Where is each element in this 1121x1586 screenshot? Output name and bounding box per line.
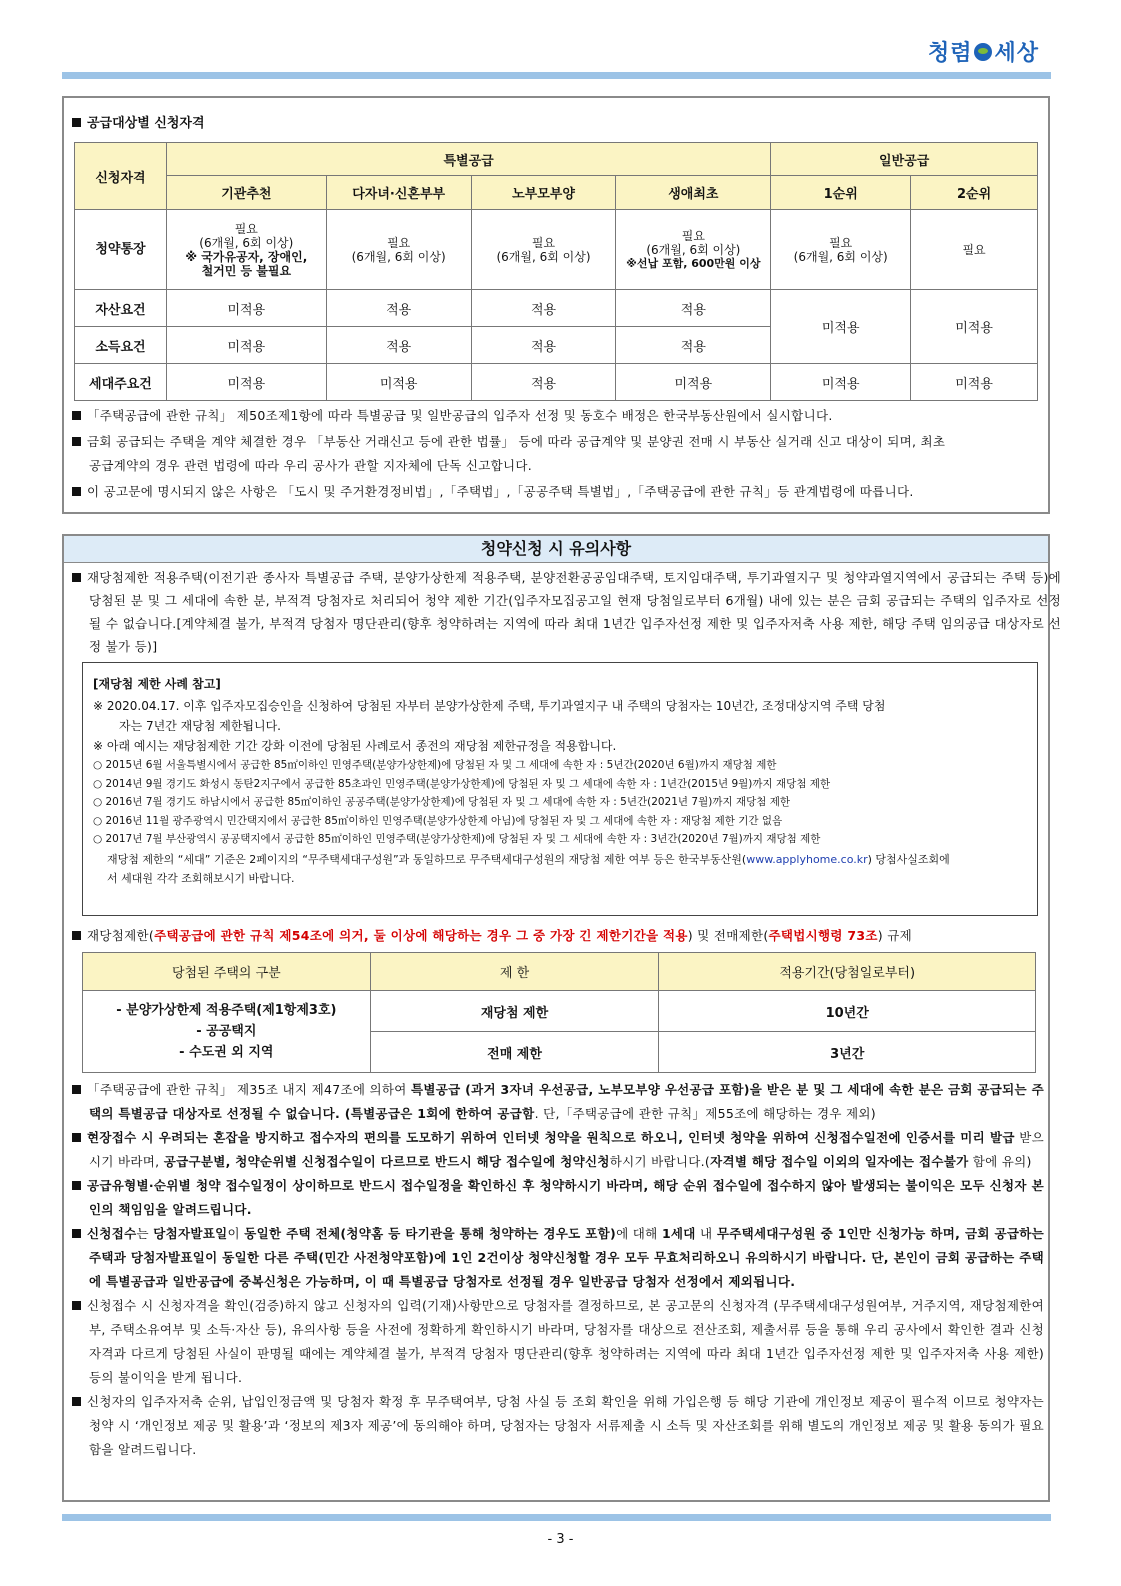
table-cell: 전매 제한 (370, 1032, 659, 1073)
note-item: 금회 공급되는 주택을 계약 체결한 경우 「부동산 거래신고 등에 관한 법률」 등에 따라 공급계약 및 분양권 전매 시 부동산 실거래 신고 대상이 되며, 최초 (72, 430, 1042, 454)
table-cell: 적용 (471, 327, 616, 364)
square-bullet-icon (72, 487, 81, 496)
table-cell: 적용 (471, 364, 616, 401)
example-case: ○ 2016년 11월 광주광역시 민간택지에서 공급한 85㎡이하인 민영주택(분양가상한제 아님)에 당첨된 자 및 그 세대에 속한 자 : 재당첨 제한 기간 없음 (93, 814, 783, 827)
header-special-supply: 특별공급 (166, 143, 770, 176)
housing-type-cell: - 분양가상한제 적용주택(제1항제3호) - 공공택지 - 수도권 외 지역 (83, 991, 371, 1073)
example-case: ○ 2016년 7월 경기도 하남시에서 공급한 85㎡이하인 공공주택(분양가상한제)에 당첨된 자 및 그 세대에 속한 자 : 5년간(2021년 7월)까지 재당첨 제한 (93, 796, 790, 808)
bottom-rule (62, 1514, 1051, 1521)
example-footnote: 재당첨 제한의 “세대” 기준은 2페이지의 “무주택세대구성원”과 동일하므로 무주택세대구성원의 재당첨 제한 여부 등은 한국부동산원(www.applyhome.co.kr) 당첨사실조회에 (107, 852, 950, 866)
example-line: ※ 아래 예시는 재당첨제한 기간 강화 이전에 당첨된 사례로서 종전의 재당첨 제한규정을 적용합니다. (93, 739, 617, 753)
applyhome-link[interactable]: www.applyhome.co.kr (746, 852, 868, 866)
example-case: ○ 2017년 7월 부산광역시 공공택지에서 공급한 85㎡이하인 민영주택(분양가상한제)에 당첨된 자 및 그 세대에 속한 자 : 3년간(2020년 7월)까지 재당첨 제한 (93, 833, 821, 845)
col-header: 제 한 (370, 953, 659, 991)
table-cell: 미적용 (911, 364, 1038, 401)
note-item: 공급유형별·순위별 청약 접수일정이 상이하므로 반드시 접수일정을 확인하신 후 청약하시기 바라며, 해당 순위 접수일에 접수하지 않아 발생되는 불이익은 모두 신청자 본인의 책임임을 알려드립니다. (72, 1174, 1044, 1222)
header-qualification: 신청자격 (75, 143, 167, 210)
eligibility-table (74, 142, 1038, 401)
table-cell: 적용 (326, 290, 471, 327)
note-item: 신청자의 입주자저축 순위, 납입인정금액 및 당첨자 확정 후 무주택여부, 당첨 사실 등 조회 확인을 위해 가입은행 등 해당 기관에 개인정보 제공이 필수적 이므로 청약자는 청약 시 ‘개인정보 제공 및 활용’과 ‘정보의 제3자 제공’에 동의해야 하며, 당첨자는 당첨자 서류제출 시 소득 및 자산조회를 위해 별도의 개인정보 제공 및 활용 동의가 필요함을 알려드립니다. (72, 1390, 1044, 1462)
square-bullet-icon (72, 1229, 81, 1238)
col-header: 1순위 (771, 176, 911, 210)
table-cell: 적용 (616, 290, 771, 327)
header-general-supply: 일반공급 (771, 143, 1038, 176)
square-bullet-icon (72, 931, 81, 940)
col-header: 생애최초 (616, 176, 771, 210)
table-cell: 3년간 (659, 1032, 1036, 1073)
section-title: 공급대상별 신청자격 (72, 112, 1048, 131)
note-item: 「주택공급에 관한 규칙」 제35조 내지 제47조에 의하여 특별공급 (과거 3자녀 우선공급, 노부모부양 우선공급 포함)을 받은 분 및 그 세대에 속한 분은 금회 공급되는 주택의 특별공급 대상자로 선정될 수 없습니다. (특별공급은 1회에 한하여 공급함. 단,「주택공급에 관한 규칙」제55조에 해당하는 경우 제외) (72, 1078, 1044, 1126)
example-case: ○ 2014년 9월 경기도 화성시 동탄2지구에서 공급한 85초과인 민영주택(분양가상한제)에 당첨된 자 및 그 세대에 속한 자 : 1년간(2015년 9월)까지 재당첨 제한 (93, 777, 831, 790)
row-label: 세대주요건 (75, 364, 167, 401)
col-header: 기관추천 (166, 176, 326, 210)
col-header: 다자녀·신혼부부 (326, 176, 471, 210)
col-header: 적용기간(당첨일로부터) (659, 953, 1036, 991)
section-heading: 청약신청 시 유의사항 (64, 536, 1048, 563)
section-cautions (62, 534, 1061, 1502)
table-cell: 미적용 (771, 290, 911, 364)
col-header: 노부모부양 (471, 176, 616, 210)
restriction-table (82, 952, 1036, 1073)
example-line: 자는 7년간 재당첨 제한됩니다. (119, 719, 281, 733)
notes-list (72, 1078, 1044, 1462)
example-box (82, 662, 1038, 916)
table-cell: 미적용 (166, 327, 326, 364)
square-bullet-icon (72, 1133, 81, 1142)
table-cell: 적용 (471, 290, 616, 327)
section-eligibility (62, 96, 1050, 514)
table-cell: 재당첨 제한 (370, 991, 659, 1032)
square-bullet-icon (72, 1301, 81, 1310)
table-cell: 미적용 (616, 364, 771, 401)
note-item-continued: 공급계약의 경우 관련 법령에 따라 우리 공사가 관할 지자체에 단독 신고합니다. (89, 458, 533, 473)
top-rule (62, 72, 1051, 79)
table-cell: 미적용 (326, 364, 471, 401)
square-bullet-icon (72, 118, 81, 127)
table-cell: 필요 (6개월, 6회 이상) (326, 210, 471, 290)
row-label: 청약통장 (75, 210, 167, 290)
table-cell: 필요 (911, 210, 1038, 290)
note-item: 신청접수는 당첨자발표일이 동일한 주택 전체(청약홈 등 타기관을 통해 청약하는 경우도 포함)에 대해 1세대 내 무주택세대구성원 중 1인만 신청가능 하며, 금회 공급하는 주택과 당첨자발표일이 동일한 다른 주택(민간 사전청약포함)에 1인 2건이상 청약신청할 경우 모두 무효처리하오니 유의하시기 바랍니다. 단, 본인이 금회 공급하는 주택에 특별공급과 일반공급에 중복신청은 가능하며, 이 때 특별공급 당첨자로 선정될 경우 일반공급 당첨자 선정에서 제외됩니다. (72, 1222, 1044, 1294)
table-cell: 미적용 (166, 290, 326, 327)
paragraph-rewin-restriction: 재당첨제한 적용주택(이전기관 종사자 특별공급 주택, 분양가상한제 적용주택, 분양전환공공임대주택, 토지임대주택, 투기과열지구 및 청약과열지역에서 공급되는 주택 등)에 당첨된 분 및 그 세대에 속한 분, 부적격 당첨자로 처리되어 청약 제한 기간(입주자모집공고일 현재 당첨일로부터 6개월) 내에 있는 분은 금회 공급되는 주택의 입주자로 선정될 수 없습니다.[계약체결 불가, 부적격 당첨자 명단관리(향후 청약하려는 지역에 따라 최대 1년간 입주자선정 제한 및 입주자저축 사용 제한, 해당 주택 임의공급 대상자로 선정 불가 등)] (72, 566, 1061, 658)
square-bullet-icon (72, 437, 81, 446)
note-item: 신청접수 시 신청자격을 확인(검증)하지 않고 신청자의 입력(기재)사항만으로 당첨자를 결정하므로, 본 공고문의 신청자격 (무주택세대구성원여부, 거주지역, 재당첨제한여부, 주택소유여부 및 소득·자산 등), 유의사항 등을 사전에 정확하게 확인하시기 바라며, 당첨자를 대상으로 전산조회, 제출서류 등을 통해 우리 공사에서 확인한 결과 신청자격과 다르게 당첨된 사실이 판명될 때에는 계약체결 불가, 부적격 당첨자 명단관리(향후 청약하려는 지역에 따라 최대 1년간 입주자선정 제한 및 입주자저축 사용 제한) 등의 불이익을 받게 됩니다. (72, 1294, 1044, 1390)
table-cell: 10년간 (659, 991, 1036, 1032)
logo-text-left: 청렴 (927, 41, 973, 66)
row-label: 자산요건 (75, 290, 167, 327)
rule-line: 재당첨제한(주택공급에 관한 규칙 제54조에 의거, 둘 이상에 해당하는 경우 그 중 가장 긴 제한기간을 적용) 및 전매제한(주택법시행령 73조) 규제 (72, 924, 1044, 947)
col-header: 2순위 (911, 176, 1038, 210)
table-cell: 필요 (6개월, 6회 이상) (471, 210, 616, 290)
table-cell: 필요 (6개월, 6회 이상) ※ 국가유공자, 장애인, 철거민 등 불필요 (166, 210, 326, 290)
note-item: 현장접수 시 우려되는 혼잡을 방지하고 접수자의 편의를 도모하기 위하여 인터넷 청약을 원칙으로 하오니, 인터넷 청약을 위하여 신청접수일전에 인증서를 미리 발급 받으시기 바라며, 공급구분별, 청약순위별 신청접수일이 다르므로 반드시 해당 접수일에 청약신청하시기 바랍니다.(자격별 해당 접수일 이외의 일자에는 접수불가 함에 유의) (72, 1126, 1044, 1174)
table-cell: 미적용 (911, 290, 1038, 364)
square-bullet-icon (72, 1181, 81, 1190)
logo-text-right: 세상 (994, 41, 1039, 66)
square-bullet-icon (72, 1085, 81, 1094)
note-item: 「주택공급에 관한 규칙」 제50조제1항에 따라 특별공급 및 일반공급의 입주자 선정 및 동호수 배정은 한국부동산원에서 실시합니다. (72, 404, 1042, 428)
table-cell: 미적용 (771, 364, 911, 401)
example-line: ※ 2020.04.17. 이후 입주자모집승인을 신청하여 당첨된 자부터 분양가상한제 주택, 투기과열지구 내 주택의 당첨자는 10년간, 조정대상지역 주택 당첨 (93, 699, 886, 713)
logo-emblem-icon (974, 43, 992, 61)
logo (928, 36, 1039, 67)
square-bullet-icon (72, 1397, 81, 1406)
table-cell: 필요 (6개월, 6회 이상) (771, 210, 911, 290)
page-number: - 3 - (547, 1532, 574, 1547)
row-label: 소득요건 (75, 327, 167, 364)
table-cell: 적용 (616, 327, 771, 364)
note-item: 이 공고문에 명시되지 않은 사항은 「도시 및 주거환경정비법」,「주택법」,「공공주택 특별법」,「주택공급에 관한 규칙」등 관계법령에 따릅니다. (72, 480, 1042, 504)
square-bullet-icon (72, 411, 81, 420)
col-header: 당첨된 주택의 구분 (83, 953, 371, 991)
table-cell: 적용 (326, 327, 471, 364)
notes-list (72, 404, 1042, 504)
square-bullet-icon (72, 573, 81, 582)
table-cell: 미적용 (166, 364, 326, 401)
example-case: ○ 2015년 6월 서울특별시에서 공급한 85㎡이하인 민영주택(분양가상한제)에 당첨된 자 및 그 세대에 속한 자 : 5년간(2020년 6월)까지 재당첨 제한 (93, 759, 777, 771)
example-footnote: 서 세대원 각각 조회해보시기 바랍니다. (107, 871, 295, 885)
example-title: [재당첨 제한 사례 참고] (93, 677, 221, 691)
table-cell: 필요 (6개월, 6회 이상) ※선납 포함, 600만원 이상 (616, 210, 771, 290)
